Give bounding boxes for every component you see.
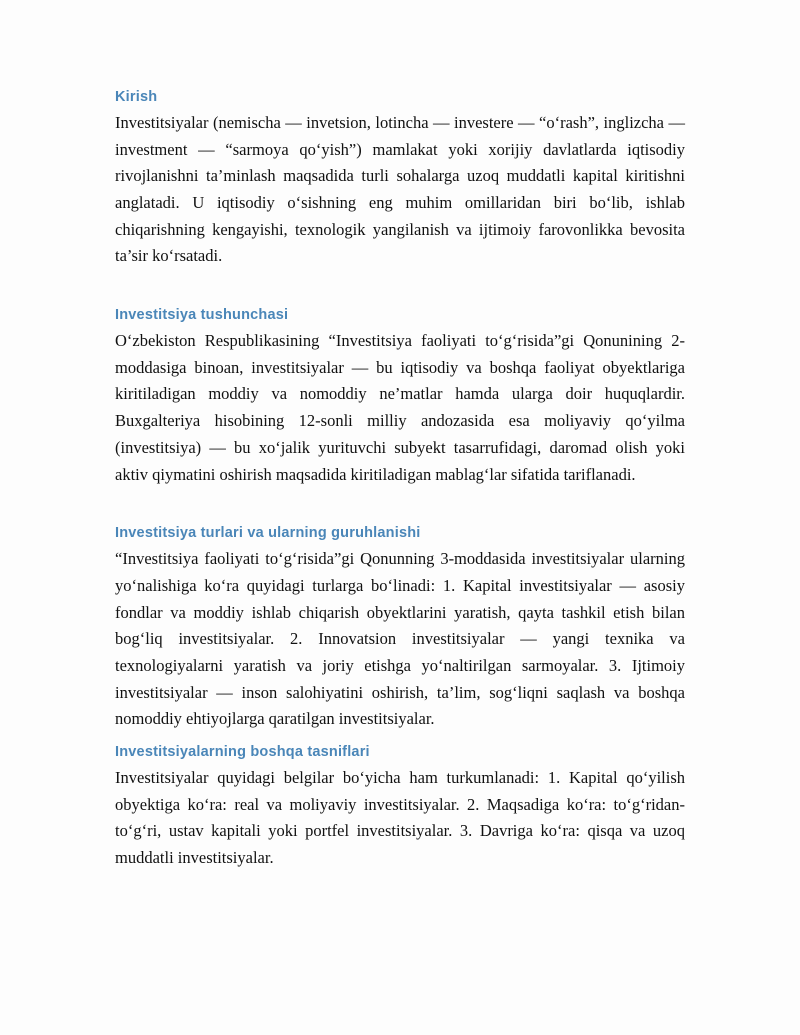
section-boshqa-tasniflar: [115, 743, 685, 872]
section-investitsiya-turlari: [115, 524, 685, 733]
section-heading: Kirish: [115, 89, 158, 105]
section-body: Investitsiyalar (nemischa — invetsion, lotincha — investere — “o‘rash”, inglizcha — investment — “sarmoya qo‘yish”) mamlakat yoki xorijiy davlatlarda iqtisodiy rivojlanishni ta’minlash maqsadida turli sohalarga uzoq muddatli kapital kiritishni anglatadi. U iqtisodiy o‘sishning eng muhim omillaridan biri bo‘lib, ishlab chiqarishning kengayishi, texnologik yangilanish va ijtimoiy farovonlikka bevosita ta’sir ko‘rsatadi.: [115, 112, 685, 266]
section-spacer: [115, 270, 685, 306]
section-kirish: [115, 88, 685, 270]
section-investitsiya-tushunchasi: [115, 306, 685, 488]
section-heading: Investitsiya tushunchasi: [115, 307, 289, 324]
section-heading: Investitsiya turlari va ularning guruhlanishi: [115, 525, 421, 542]
section-body: “Investitsiya faoliyati to‘g‘risida”gi Qonunning 3-moddasida investitsiyalar ularning yo‘nalishiga ko‘ra quyidagi turlarga bo‘linadi: 1. Kapital investitsiyalar — asosiy fondlar va moddiy ishlab chiqarish obyektlarini yaratish, qayta tashkil etish bilan bog‘liq investitsiyalar. 2. Innovatsion investitsiyalar — yangi texnika va texnologiyalarni yaratish va joriy etishga yo‘naltirilgan sarmoyalar. 3. Ijtimoiy investitsiyalar — inson salohiyatini oshirish, ta’lim, sog‘liqni saqlash va boshqa nomoddiy ehtiyojlarga qaratilgan investitsiyalar.: [115, 549, 685, 729]
section-body: O‘zbekiston Respublikasining “Investitsiya faoliyati to‘g‘risida”gi Qonunining 2-moddasiga binoan, investitsiyalar — bu iqtisodiy va boshqa faoliyat obyektlariga kiritiladigan moddiy va nomoddiy ne’matlar hamda ularga doir huquqlardir. Buxgalteriya hisobining 12-sonli milliy andozasida esa moliyaviy qo‘yilma (investitsiya) — bu xo‘jalik yurituvchi subyekt tasarrufidagi, daromad olish yoki aktiv qiymatini oshirish maqsadida kiritiladigan mablag‘lar sifatida tariflanadi.: [115, 331, 685, 484]
section-spacer: [115, 733, 685, 743]
section-spacer: [115, 488, 685, 524]
section-body: Investitsiyalar quyidagi belgilar bo‘yicha ham turkumlanadi: 1. Kapital qo‘yilish obyektiga ko‘ra: real va moliyaviy investitsiyalar. 2. Maqsadiga ko‘ra: to‘g‘ridan-to‘g‘ri, ustav kapitali yoki portfel investitsiyalar. 3. Davriga ko‘ra: qisqa va uzoq muddatli investitsiyalar.: [115, 768, 685, 868]
section-heading: Investitsiyalarning boshqa tasniflari: [115, 744, 370, 761]
